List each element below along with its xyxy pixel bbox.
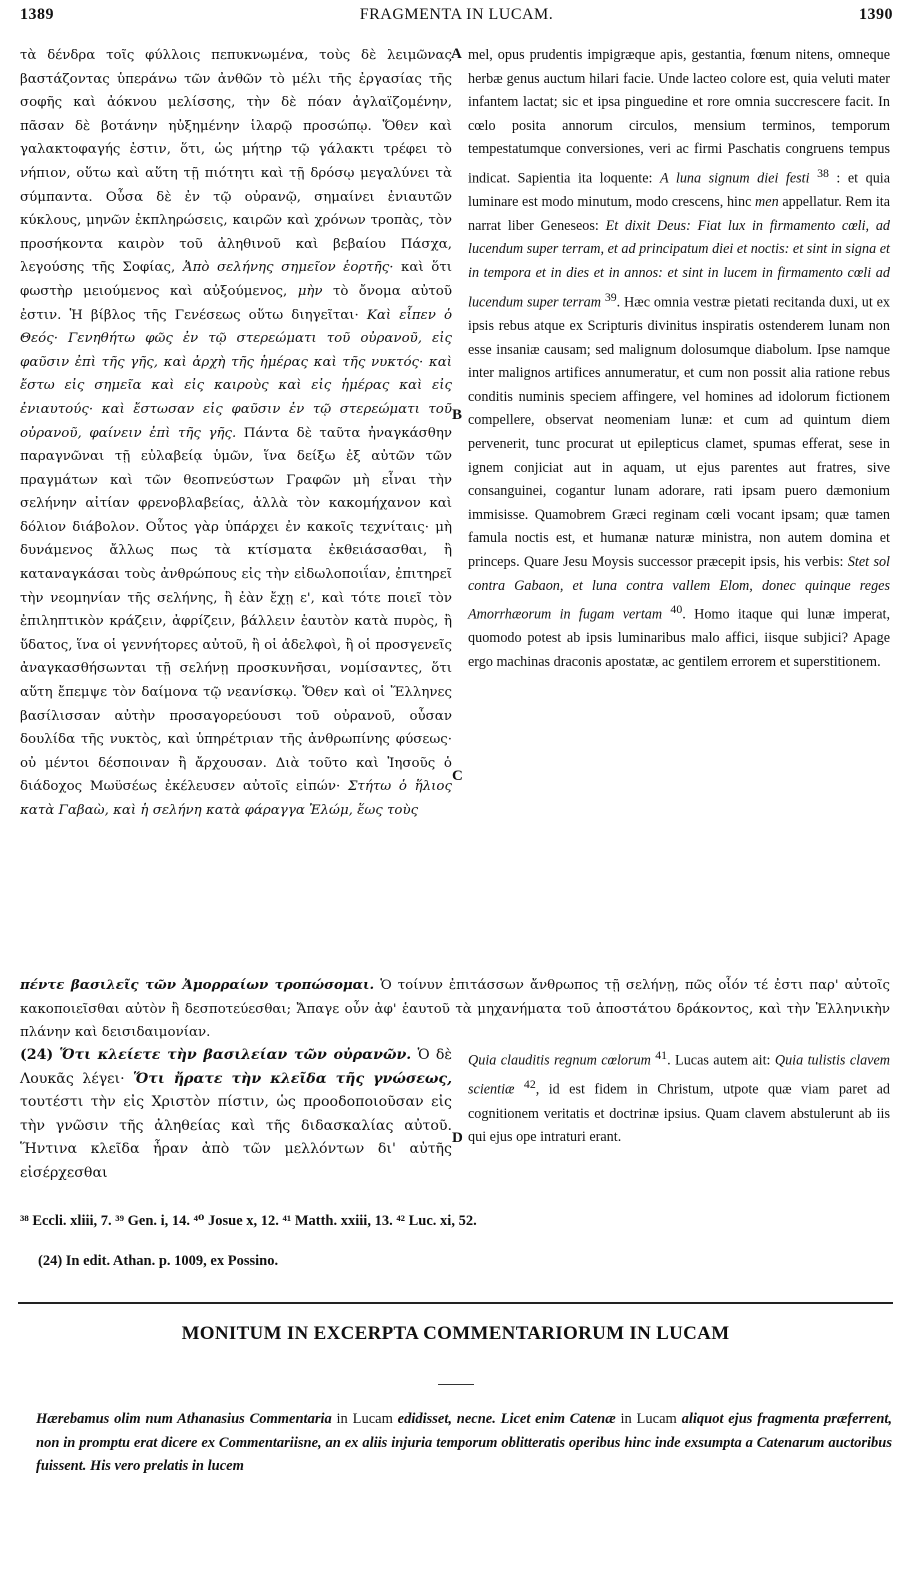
latin-text: . Homo itaque qui lunæ imperat, quomodo potest ab ipsis luminaribus malo affici, iisque subjici? Apage ergo machinas draconis apostatæ, ac gentilem errorem et superstitionem.: [468, 606, 890, 671]
footnote-ref: 41: [655, 1048, 668, 1062]
latin-column-2: [468, 1044, 890, 1150]
latin-quote: men: [755, 194, 779, 211]
running-title: FRAGMENTA IN LUCAM.: [359, 6, 554, 23]
latin-quote: Stet sol contra Gabaon, et luna contra vallem Elom, donec quinque reges Amorrhæorum in fugam vertam: [468, 553, 890, 623]
greek-column-2: [20, 1044, 452, 1186]
latin-text: : et quia luminare est modo minutum, modo crescens, hinc: [468, 170, 891, 211]
margin-marker-a: A: [451, 46, 462, 62]
greek-paragraph: [20, 44, 452, 823]
latin-text: , id est fidem in Christum, utpote quæ viam paret ad cognitionem veritatis et doctrinæ ipsius. Quam clavem abstulerunt ab iis qui ejus ope intraturi erant.: [468, 1082, 890, 1146]
fragment-number: (24): [20, 1047, 54, 1063]
monitum-roman: Lucam: [636, 1411, 677, 1427]
greek-quote: Ἀπὸ σελήνης σημεῖον ἑορτῆς·: [182, 260, 394, 276]
latin-text: mel, opus prudentis impigræque apis, gestantia, fœnum nitens, omneque herbæ genus auctum hilari facie. Unde lacteo colore est, quia veluti mater infantem lactat; sic et ipsa pinguedine et rore omnia succrescere facit. In cœlo posita annorum circulos, mensium terminos, temporum tempestatumque conversiones, veri ac firmi Paschatis congruens tempus indicat. Sapientia ita loquente:: [468, 47, 890, 187]
margin-marker-c: C: [452, 768, 463, 784]
greek-quote: Καὶ εἶπεν ὁ Θεός· Γενηθήτω φῶς ἐν τῷ στερεώματι τοῦ οὐρανοῦ, εἰς φαῦσιν ἐπὶ τῆς γῆς, καὶ ἀρχὴ τῆς ἡμέρας καὶ τῆς νυκτός· καὶ ἔστω εἰς σημεῖα καὶ εἰς καιροὺς καὶ εἰς ἡμέρας καὶ εἰς ἐνιαυτούς· καὶ ἔστωσαν εἰς φαῦσιν ἐν τῷ στερεώματι τοῦ οὐρανοῦ, φαίνειν ἐπὶ τῆς γῆς.: [20, 307, 453, 441]
section-title: MONITUM IN EXCERPTA COMMENTARIORUM IN LUCAM: [181, 1323, 730, 1344]
section-divider: [18, 1302, 893, 1304]
margin-marker-b: B: [452, 407, 463, 423]
greek-text: καὶ ὅτι φωστὴρ μειούμενος καὶ αὐξούμενος,: [20, 260, 452, 299]
latin-text: . Lucas autem ait:: [667, 1052, 771, 1069]
monitum-italic: edidisset, necne. Licet enim Catenæ: [397, 1411, 616, 1427]
latin-text: . Hæc omnia vestræ pietati recitanda duxi, ut ex ipsis rebus atque ex Scripturis divinitus inspiratis ostenderem lunam non esse insaniæ causam; sed malignum dolosumque diabolum. Ipse namque inter malignos artifices annumeratur, et cum non possit alia ratione rebus conditis numinis speciem affingere, vel homines ad idolorum fictionem compellere, observat neomeniam lunæ: et cum ad quintum diem pervenerit, tunc procurat ut epilepticus clamet, spumas efferat, sese in ignem conjiciat aut in aquam, ut ejus parentes aut fratres, sive consanguinei, cogantur lunam adorare, rati ipsam puero dæmonium immisisse. Quamobrem Græci reginam cœli vocant ipsam; quæ tamen famula noctis est, et humanæ naturæ ministra, non autem domina et princeps. Quare Jesu Moysis successor præcepit ipsis, his verbis:: [468, 294, 891, 570]
greek-text: τουτέστι τὴν εἰς Χριστὸν πίστιν, ὡς προοδοποιοῦσαν εἰς τὴν γνῶσιν τῆς ἀληθείας καὶ τῆς διδασκαλίας αὐτοῦ. Ἥντινα κλεῖδα ἦραν ἀπὸ τῶν μελλόντων δι' αὐτῆς εἰσέρχεσθαι: [20, 1094, 452, 1181]
greek-text: Ὁ τοίνυν ἐπιτάσσων ἄνθρωπος τῇ σελήνῃ, πῶς οἷόν τέ ἐστι παρ' αὐτοῖς κακοποιεῖσθαι αὐτὸν ἢ δεσποτεύεσθαι; Ἄπαγε οὖν ἀφ' ἑαυτοῦ τὰ μηχανήματα τοῦ ἀποστάτου δράκοντος, καὶ τὴν Ἑλληνικὴν πλάνην καὶ δεισιδαιμονίαν.: [20, 978, 890, 1041]
monitum-paragraph: [36, 1408, 892, 1479]
greek-text: τὸ ὄνομα αὐτοῦ ἐστιν. Ἡ βίβλος τῆς Γενέσεως οὕτω διηγεῖται·: [20, 283, 452, 323]
margin-marker-d: D: [452, 1130, 463, 1146]
monitum-roman: in: [620, 1411, 632, 1427]
latin-quote: A luna signum diei festi: [659, 170, 810, 187]
greek-full-width-text: [20, 974, 890, 1045]
footnote-ref: 40: [670, 602, 683, 617]
greek-quote: μὴν: [297, 283, 323, 299]
edition-note: (24) In edit. Athan. p. 1009, ex Possino.: [38, 1253, 279, 1269]
greek-quote: πέντε βασιλεῖς τῶν Ἀμορραίων τροπώσομαι.: [20, 977, 375, 993]
greek-quote: Στήτω ὁ ἥλιος κατὰ Γαβαὼ, καὶ ἡ σελήνη κατὰ φάραγγα Ἐλώμ, ἕως τοὺς: [20, 779, 452, 818]
greek-text: Ὁ δὲ Λουκᾶς λέγει·: [20, 1047, 453, 1087]
latin-quote: Quia tulistis clavem scientiæ: [468, 1052, 891, 1099]
greek-paragraph-24: [20, 1044, 452, 1186]
latin-quote: Et dixit Deus: Fiat lux in firmamento cœli, ad lucendum super terram, et ad principatum diei et noctis: et sint in signa et in tempora et in dies et in annos: et sint in lucem in firmamento cœli ad lucendum super terram: [468, 217, 891, 311]
latin-column: [468, 44, 890, 675]
greek-quote: Ὅτι κλείετε τὴν βασιλείαν τῶν οὐρανῶν.: [59, 1047, 412, 1063]
latin-paragraph-24: [468, 1044, 890, 1150]
monitum-italic: Hærebamus olim num Athanasius Commentaria: [36, 1411, 332, 1427]
monitum-roman: in: [336, 1411, 348, 1427]
footnote-ref: 39: [604, 289, 617, 304]
latin-paragraph: [468, 44, 890, 675]
right-page-number: 1390: [859, 6, 893, 23]
footnote-ref: 42: [523, 1077, 536, 1092]
monitum-italic: aliquot ejus fragmenta præferrent, non in promptu erat dicere ex Commentariisne, an ex aliis injuria temporum oblitteratis operibus hinc inde exsumpta a Catenarum auctoribus fuissent. His vero prelatis in lucem: [36, 1411, 893, 1475]
footnote-ref: 38: [817, 165, 829, 180]
monitum-text: [36, 1408, 892, 1479]
greek-text: τὰ δένδρα τοῖς φύλλοις πεπυκνωμένα, τοὺς δὲ λειμῶνας βαστάζοντας ὑπεράνω τῶν ἀνθῶν τὸ μέλι τῆς ἐργασίας τῆς σοφῆς καὶ ἀόκνου μελίσσης, τὴν δὲ πόαν ἀγλαϊζομένην, πᾶσαν δὲ βοτάνην ηὐξημένην ἱλαρῷ προσώπῳ. Ὅθεν καὶ γαλακτοφαγής ἐστιν, ὅτι, ὡς μήτηρ τῷ γάλακτι τρέφει τὸ νήπιον, οὕτω καὶ αὕτη τῇ πιότητι καὶ τῇ δρόσῳ μεγαλύνει τὰ σύμπαντα. Οὖσα δὲ ἐν τῷ οὐρανῷ, σημαίνει ἐνιαυτῶν κύκλους, μηνῶν ἐκπληρώσεις, καιρῶν καὶ χρόνων τροπὰς, τὸν προσήκοντα καιρὸν τοῦ ἀληθινοῦ καὶ βεβαίου Πάσχα, λεγούσης τῆς Σοφίας,: [20, 48, 452, 276]
footnotes: ³⁸ Eccli. xliii, 7. ³⁹ Gen. i, 14. ⁴⁰ Josue x, 12. ⁴¹ Matth. xxiii, 13. ⁴² Luc. xi, 52.: [20, 1213, 477, 1229]
greek-column: [20, 44, 452, 823]
latin-quote: Quia clauditis regnum cœlorum: [468, 1052, 651, 1069]
title-rule: [438, 1384, 474, 1385]
greek-quote: Ὅτι ἤρατε τὴν κλεῖδα τῆς γνώσεως,: [133, 1070, 453, 1087]
left-page-number: 1389: [20, 6, 54, 23]
greek-text: Πάντα δὲ ταῦτα ἠναγκάσθην παραγνῶναι τῇ εὐλαβείᾳ ὑμῶν, ἵνα δείξω ἐξ αὐτῶν τῶν πραγμάτων καὶ τῶν θεοπνεύστων Γραφῶν μὴ εἶναι τὴν σελήνην αἰτίαν φρενοβλαβείας, ἀλλὰ τὸν κακομήχανον καὶ δόλιον διάβολον. Οὗτος γὰρ ὑπάρχει ἐν κακοῖς τεχνίταις· μὴ δυνάμενος ἄλλως πως τὰ κτίσματα ἐκθειάσασθαι, ἢ καταναγκάσαι τοὺς ἀνθρώπους εἰς τὴν εἰδωλοποιΐαν, ἐπιτηρεῖ τὴν νεομηνίαν τῆς σελήνης, ἢ ἐὰν ἔχῃ ε', καὶ τότε ποιεῖ τὸν ἐπιληπτικὸν κράζειν, ἀφρίζειν, βάλλειν ἑαυτὸν κατὰ πυρὸς, ἢ ὕδατος, ἵνα οἱ γεννήτορες αὐτοῦ, ἢ οἱ ἀδελφοὶ, ἢ οἱ προσγενεῖς ἀναγκασθήσωνται τῇ σελήνῃ προσκυνῆσαι, νομίσαντες, ὅτι αὕτη ἔπεμψε τὸν δαίμονα τῷ νεανίσκῳ. Ὅθεν καὶ οἱ Ἕλληνες βασίλισσαν αὐτὴν προσαγορεύουσι τοῦ οὐρανοῦ, οὖσαν δουλίδα τῆς νυκτὸς, καὶ ὑπηρέτριαν τῆς ἀνθρωπίνης φύσεως· οὐ μέντοι δέσποιναν ἢ ἄρχουσαν. Διὰ τοῦτο καὶ Ἰησοῦς ὁ διάδοχος Μωϋσέως ἐκέλευσεν αὐτοῖς εἰπών·: [20, 425, 452, 795]
latin-text: appellatur. Rem ita narrat liber Geneseos:: [468, 194, 891, 234]
page-header: [20, 6, 893, 28]
monitum-roman: Lucam: [352, 1411, 393, 1427]
